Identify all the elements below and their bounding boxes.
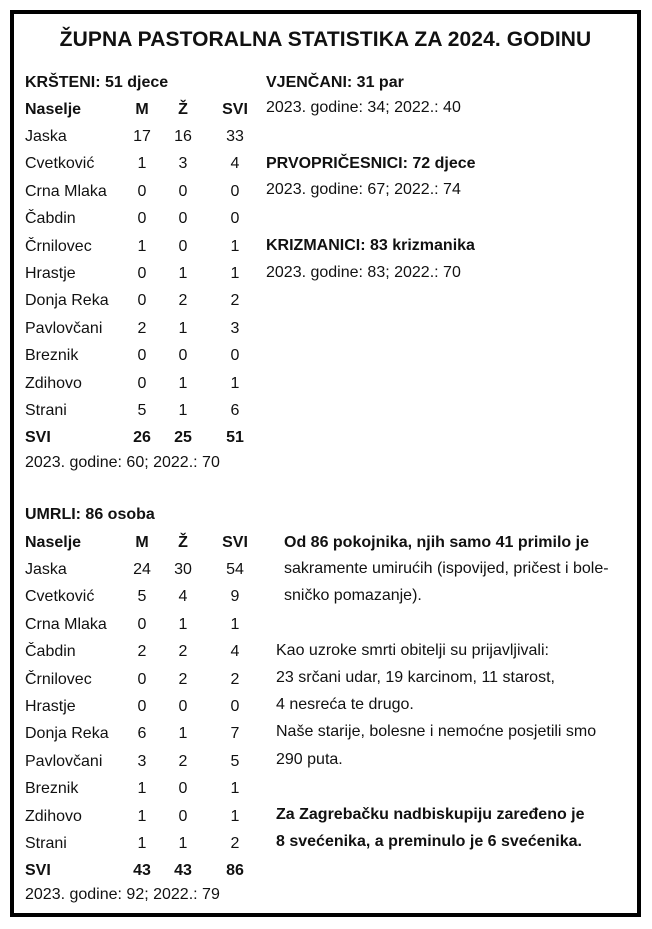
table-row [25,639,261,666]
causes-note-line: 23 srčani udar, 19 karcinom, 11 starost, [276,669,555,686]
table-row [25,315,261,342]
column-header-place: Naselje [25,100,82,118]
table-row [25,666,261,693]
table-row [25,397,261,424]
sacraments-note-line: sničko pomazanje). [284,587,422,604]
female-count: 0 [178,237,188,255]
male-count: 0 [137,210,147,228]
male-count: 0 [137,615,147,633]
deaths-header-row [25,529,261,556]
confirmation-previous-years: 2023. godine: 83; 2022.: 70 [266,264,461,281]
table-row [25,830,261,857]
table-row [25,611,261,638]
priests-note-line: 8 svećenika, a preminulo je 6 svećenika. [276,833,582,850]
table-row [25,288,261,315]
deaths-table [25,529,261,885]
place-name: Hrastje [25,265,76,283]
male-count: 1 [137,834,147,852]
total-male: 43 [133,862,151,880]
total-count: 0 [230,698,240,716]
male-count: 6 [137,725,147,743]
first-communion-previous-years: 2023. godine: 67; 2022.: 74 [266,181,461,198]
total-count: 1 [230,807,240,825]
male-count: 24 [133,561,151,579]
place-name: Crna Mlaka [25,615,107,633]
female-count: 1 [178,265,188,283]
table-row [25,584,261,611]
deaths-total-row [25,858,261,885]
baptisms-header-row [25,96,261,123]
column-header-total: SVI [222,100,248,118]
total-count: 2 [230,292,240,310]
female-count: 0 [178,210,188,228]
table-row [25,370,261,397]
table-row [25,178,261,205]
male-count: 0 [137,265,147,283]
female-count: 0 [178,182,188,200]
place-name: Hrastje [25,698,76,716]
male-count: 17 [133,128,151,146]
male-count: 0 [137,182,147,200]
total-all: 86 [226,862,244,880]
female-count: 1 [178,401,188,419]
female-count: 30 [174,561,192,579]
female-count: 0 [178,780,188,798]
male-count: 0 [137,292,147,310]
table-row [25,206,261,233]
table-row [25,748,261,775]
place-name: Cvetković [25,588,95,606]
visits-note-line: Naše starije, bolesne i nemoćne posjetili smo [276,723,597,740]
female-count: 2 [178,752,188,770]
place-name: Čabdin [25,210,76,228]
total-label: SVI [25,862,51,880]
female-count: 2 [178,292,188,310]
total-all: 51 [226,429,244,447]
male-count: 1 [137,807,147,825]
total-count: 0 [230,210,240,228]
total-female: 43 [174,862,192,880]
causes-note-line: 4 nesreća te drugo. [276,696,414,713]
total-count: 3 [230,319,240,337]
place-name: Crna Mlaka [25,182,107,200]
female-count: 1 [178,319,188,337]
column-header-total: SVI [222,533,248,551]
column-header-male: M [135,100,149,118]
male-count: 1 [137,155,147,173]
total-count: 0 [230,182,240,200]
table-row [25,343,261,370]
total-count: 4 [230,155,240,173]
female-count: 1 [178,615,188,633]
total-count: 1 [230,237,240,255]
male-count: 1 [137,780,147,798]
total-count: 2 [230,834,240,852]
total-count: 7 [230,725,240,743]
female-count: 0 [178,698,188,716]
sacraments-note-bold: Od 86 pokojnika, njih samo 41 primilo je [284,534,589,551]
male-count: 5 [137,588,147,606]
female-count: 1 [178,725,188,743]
table-row [25,693,261,720]
total-count: 1 [230,374,240,392]
female-count: 1 [178,374,188,392]
total-count: 4 [230,643,240,661]
column-header-place: Naselje [25,533,82,551]
female-count: 1 [178,834,188,852]
total-count: 1 [230,780,240,798]
column-header-male: M [135,533,149,551]
female-count: 0 [178,347,188,365]
place-name: Pavlovčani [25,319,103,337]
female-count: 2 [178,670,188,688]
baptisms-previous-years: 2023. godine: 60; 2022.: 70 [25,454,220,471]
place-name: Čabdin [25,643,76,661]
place-name: Donja Reka [25,725,109,743]
statistics-frame [10,10,641,917]
total-count: 54 [226,561,244,579]
total-count: 0 [230,347,240,365]
place-name: Zdihovo [25,374,82,392]
male-count: 2 [137,319,147,337]
total-male: 26 [133,429,151,447]
female-count: 0 [178,807,188,825]
table-row [25,260,261,287]
male-count: 0 [137,347,147,365]
total-count: 33 [226,128,244,146]
total-count: 2 [230,670,240,688]
place-name: Pavlovčani [25,752,103,770]
baptisms-table [25,96,261,452]
confirmation-heading: KRIZMANICI: 83 krizmanika [266,237,475,254]
place-name: Strani [25,834,67,852]
male-count: 1 [137,237,147,255]
baptisms-heading: KRŠTENI: 51 djece [25,74,169,91]
column-header-female: Ž [178,533,188,551]
priests-note-line: Za Zagrebačku nadbiskupiju zaređeno je [276,806,585,823]
male-count: 0 [137,374,147,392]
total-count: 6 [230,401,240,419]
place-name: Breznik [25,780,79,798]
total-count: 1 [230,615,240,633]
male-count: 3 [137,752,147,770]
total-label: SVI [25,429,51,447]
female-count: 16 [174,128,192,146]
female-count: 2 [178,643,188,661]
weddings-previous-years: 2023. godine: 34; 2022.: 40 [266,99,461,116]
male-count: 2 [137,643,147,661]
baptisms-total-row [25,425,261,452]
male-count: 0 [137,670,147,688]
female-count: 3 [178,155,188,173]
table-row [25,721,261,748]
female-count: 4 [178,588,188,606]
total-count: 1 [230,265,240,283]
place-name: Jaska [25,128,67,146]
table-row [25,556,261,583]
place-name: Breznik [25,347,79,365]
first-communion-heading: PRVOPRIČESNICI: 72 djece [266,155,476,172]
table-row [25,803,261,830]
deaths-previous-years: 2023. godine: 92; 2022.: 79 [25,886,220,903]
page-title: ŽUPNA PASTORALNA STATISTIKA ZA 2024. GODINU [59,28,592,51]
place-name: Črnilovec [25,670,92,688]
place-name: Jaska [25,561,67,579]
table-row [25,151,261,178]
column-header-female: Ž [178,100,188,118]
table-row [25,776,261,803]
sacraments-note-line: sakramente umirućih (ispovijed, pričest i bole- [284,560,609,577]
causes-note-line: Kao uzroke smrti obitelji su prijavljivali: [276,642,549,659]
total-count: 5 [230,752,240,770]
table-row [25,123,261,150]
deaths-heading: UMRLI: 86 osoba [25,506,155,523]
place-name: Strani [25,401,67,419]
weddings-heading: VJENČANI: 31 par [266,74,404,91]
male-count: 5 [137,401,147,419]
visits-note-line: 290 puta. [276,751,343,768]
table-row [25,233,261,260]
male-count: 0 [137,698,147,716]
place-name: Zdihovo [25,807,82,825]
total-count: 9 [230,588,240,606]
place-name: Donja Reka [25,292,109,310]
place-name: Črnilovec [25,237,92,255]
place-name: Cvetković [25,155,95,173]
total-female: 25 [174,429,192,447]
